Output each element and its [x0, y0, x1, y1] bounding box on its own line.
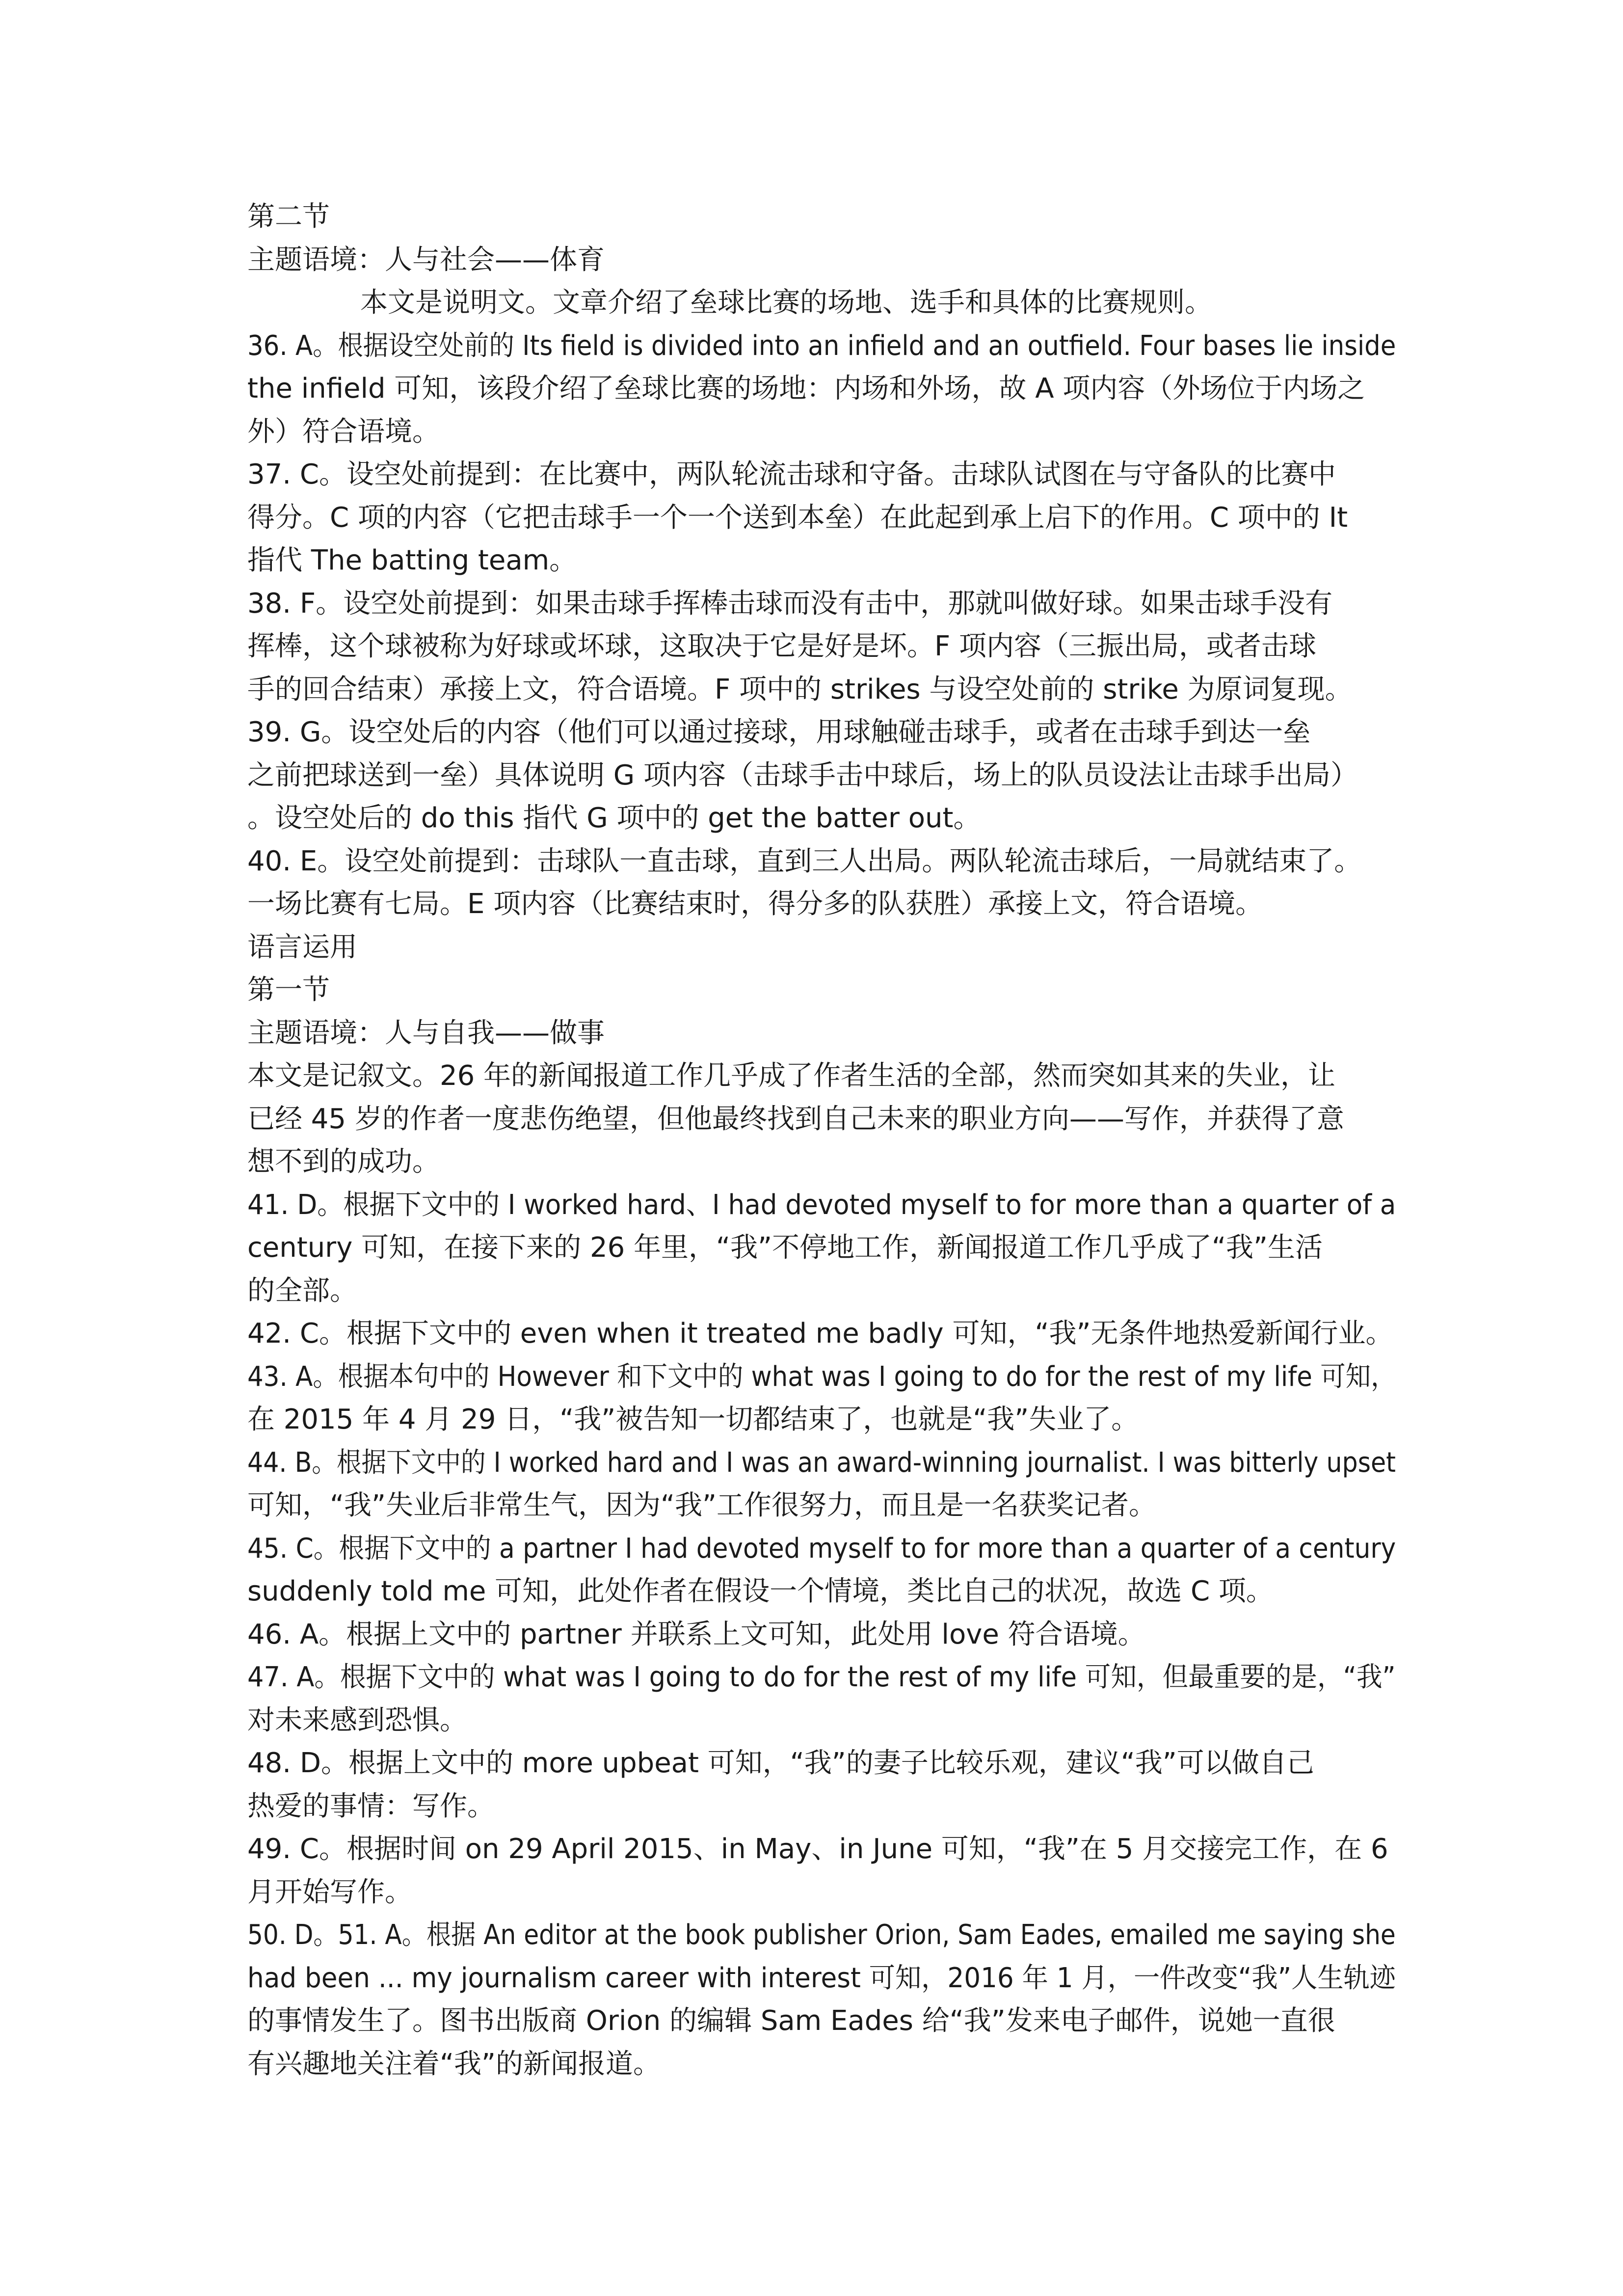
text-line: 主题语境：人与社会——体育: [247, 243, 605, 276]
text-line: 本文是说明文。文章介绍了垒球比赛的场地、选手和具体的比赛规则。: [360, 287, 1212, 319]
text-line: 有兴趣地关注着“我”的新闻报道。: [247, 2048, 661, 2080]
text-line: 44. B。根据下文中的 I worked hard and I was an award‑winning journalist. I was bitterly upset: [247, 1446, 1396, 1479]
text-line: 热爱的事情：写作。: [247, 1790, 495, 1822]
text-line: 之前把球送到一垒）具体说明 G 项内容（击球手击中球后，场上的队员设法让击球手出局）: [247, 759, 1358, 791]
text-line: 月开始写作。: [247, 1876, 412, 1908]
text-line: 40. E。设空处前提到：击球队一直击球，直到三人出局。两队轮流击球后，一局就结束了。: [247, 845, 1362, 877]
text-line: 想不到的成功。: [247, 1146, 440, 1178]
text-line: 本文是记叙文。26 年的新闻报道工作几乎成了作者生活的全部，然而突如其来的失业，让: [247, 1060, 1336, 1092]
text-line: 39. G。设空处后的内容（他们可以通过接球，用球触碰击球手，或者在击球手到达一垒: [247, 716, 1311, 748]
text-line: 可知，“我”失业后非常生气，因为“我”工作很努力，而且是一名获奖记者。: [247, 1489, 1157, 1521]
text-line: 第二节: [247, 201, 330, 233]
text-line: 手的回合结束）承接上文，符合语境。F 项中的 strikes 与设空处前的 strike 为原词复现。: [247, 673, 1353, 705]
text-line: 语言运用: [247, 931, 357, 963]
text-line: 50. D。51. A。根据 An editor at the book publisher Orion, Sam Eades, emailed me saying she: [247, 1919, 1396, 1951]
text-line: 的事情发生了。图书出版商 Orion 的编辑 Sam Eades 给“我”发来电子邮件，说她一直很: [247, 2005, 1335, 2037]
answer-explanation-page: [247, 195, 1396, 2085]
text-line: 47. A。根据下文中的 what was I going to do for the rest of my life 可知，但最重要的是，“我”: [247, 1661, 1396, 1693]
text-line: 43. A。根据本句中的 However 和下文中的 what was I going to do for the rest of my life 可知，: [247, 1360, 1396, 1393]
text-line: 的全部。: [247, 1274, 357, 1307]
text-line: 指代 The batting team。: [247, 544, 577, 576]
text-line: 41. D。根据下文中的 I worked hard、I had devoted myself to for more than a quarter of a: [247, 1189, 1396, 1221]
text-line: 一场比赛有七局。E 项内容（比赛结束时，得分多的队获胜）承接上文，符合语境。: [247, 888, 1263, 920]
text-line: 主题语境：人与自我——做事: [247, 1017, 605, 1049]
text-line: 46. A。根据上文中的 partner 并联系上文可知，此处用 love 符合语境。: [247, 1618, 1145, 1650]
text-line: 对未来感到恐惧。: [247, 1704, 467, 1736]
text-line: 36. A。根据设空处前的 Its field is divided into an infield and an outfield. Four bases lie inside: [247, 329, 1396, 362]
text-line: 37. C。设空处前提到：在比赛中，两队轮流击球和守备。击球队试图在与守备队的比赛中: [247, 459, 1336, 490]
text-line: 在 2015 年 4 月 29 日，“我”被告知一切都结束了，也就是“我”失业了。: [247, 1404, 1139, 1435]
text-line: 。设空处后的 do this 指代 G 项中的 get the batter out。: [247, 802, 981, 834]
text-line: 42. C。根据下文中的 even when it treated me badly 可知，“我”无条件地热爱新闻行业。: [247, 1318, 1393, 1350]
text-line: 第一节: [247, 974, 330, 1006]
text-line: 48. D。根据上文中的 more upbeat 可知，“我”的妻子比较乐观，建议“我”可以做自己: [247, 1747, 1314, 1779]
text-line: 得分。C 项的内容（它把击球手一个一个送到本垒）在此起到承上启下的作用。C 项中的 It: [247, 501, 1348, 534]
text-line: had been ... my journalism career with interest 可知，2016 年 1 月，一件改变“我”人生轨迹: [247, 1962, 1396, 1994]
text-line: century 可知，在接下来的 26 年里，“我”不停地工作，新闻报道工作几乎成了“我”生活: [247, 1232, 1323, 1264]
text-line: 45. C。根据下文中的 a partner I had devoted myself to for more than a quarter of a century: [247, 1532, 1396, 1565]
text-line: 已经 45 岁的作者一度悲伤绝望，但他最终找到自己未来的职业方向——写作，并获得了意: [247, 1103, 1344, 1135]
text-line: the infield 可知，该段介绍了垒球比赛的场地：内场和外场，故 A 项内容（外场位于内场之: [247, 373, 1365, 405]
text-line: 挥棒，这个球被称为好球或坏球，这取决于它是好是坏。F 项内容（三振出局，或者击球: [247, 630, 1317, 662]
text-line: 外）符合语境。: [247, 415, 440, 448]
text-line: suddenly told me 可知，此处作者在假设一个情境，类比自己的状况，故选 C 项。: [247, 1575, 1274, 1607]
text-line: 49. C。根据时间 on 29 April 2015、in May、in June 可知，“我”在 5 月交接完工作，在 6: [247, 1833, 1388, 1865]
text-line: 38. F。设空处前提到：如果击球手挥棒击球而没有击中，那就叫做好球。如果击球手没有: [247, 587, 1333, 620]
